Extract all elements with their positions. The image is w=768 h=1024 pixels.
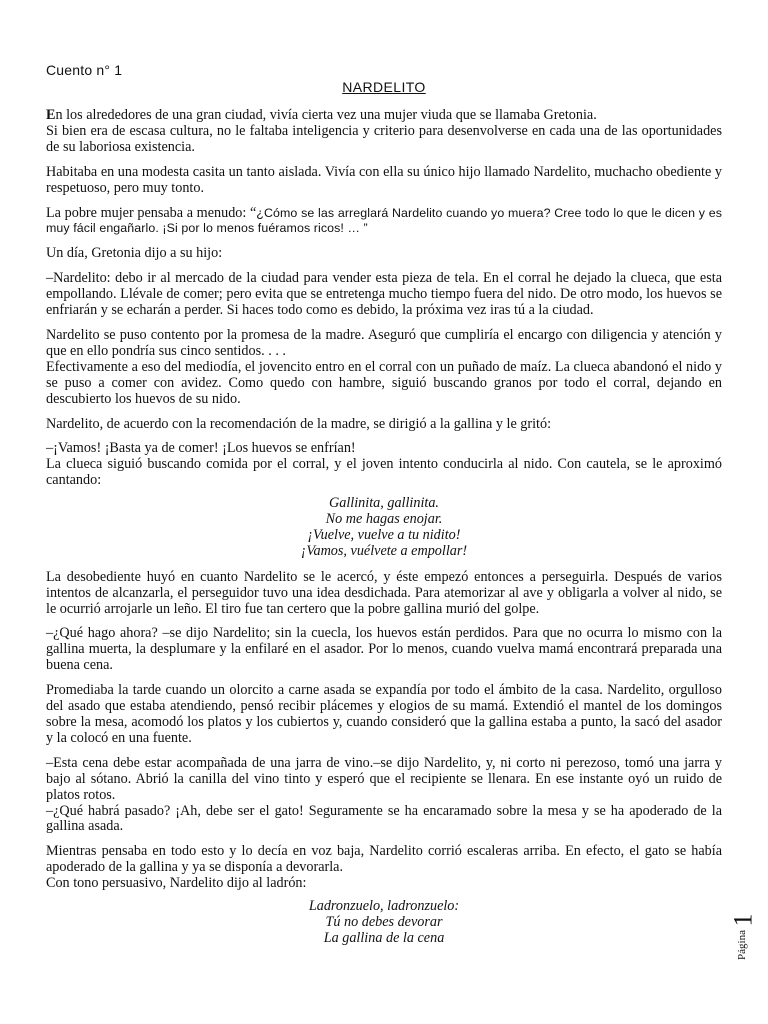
paragraph-4 — [46, 206, 722, 238]
verse-line: Tú no debes devorar — [325, 913, 443, 930]
paragraph-18: Con tono persuasivo, Nardelito dijo al ladrón: — [46, 875, 307, 892]
paragraph-12: La desobediente huyó en cuanto Nardelito se le acercó, y éste empezó entonces a perseguirla. Después de varios intentos de alcanzarla, el perseguidor tuvo una idea desdichada. Para atemorizar al ave y obligarla a volver al nido, se le ocurrió arrojarle un leño. El tiro fue tan certero que la pobre gallina murió del golpe. — [46, 568, 722, 617]
story-title: NARDELITO — [342, 79, 426, 95]
paragraph-15: –Esta cena debe estar acompañada de una jarra de vino.–se dijo Nardelito, y, ni corto ni perezoso, tomó una jarra y bajo al sótano. Abrió la canilla del vino tinto y esperó que el recipiente se llenara. En ese instante oyó un ruido de platos rotos. — [46, 754, 722, 803]
paragraph-14: Promediaba la tarde cuando un olorcito a carne asada se expandía por todo el ámbito de la casa. Nardelito, orgulloso del asado que estaba atendiendo, pensó recibir plácemes y elogios de su mamá. Extendió el mantel de los domingos sobre la mesa, acomodó los platos y los cubiertos y, cuando consideró que la gallina estaba a punto, la sacó del asador y la colocó en una fuente. — [46, 682, 722, 746]
verse-gallinita — [46, 496, 722, 560]
paragraph-1 — [46, 108, 722, 124]
verse-line: No me hagas enojar. — [325, 511, 443, 528]
verse-line: ¡Vamos, vuélvete a empollar! — [300, 542, 468, 559]
page-number: 1 — [728, 913, 758, 927]
paragraph-10: –¡Vamos! ¡Basta ya de comer! ¡Los huevos se enfrían! — [46, 440, 356, 457]
page-label: Página — [736, 930, 748, 960]
paragraph-3: Habitaba en una modesta casita un tanto aislada. Vivía con ella su único hijo llamado Nardelito, muchacho obediente y respetuoso, pero muy tonto. — [46, 163, 722, 196]
paragraph-6: –Nardelito: debo ir al mercado de la ciudad para vender esta pieza de tela. En el corral he dejado la clueca, que esta empollando. Llévale de comer; pero evita que se entretenga mucho tiempo fuera del nido. De otro modo, los huevos se enfriarán y se echarán a perder. Si haces todo como es debido, la próxima vez iras tú a la ciudad. — [46, 270, 722, 319]
paragraph-17: Mientras pensaba en todo esto y lo decía en voz baja, Nardelito corrió escaleras arriba. En efecto, el gato se había apoderado de la gallina y ya se disponía a devorarla. — [46, 843, 722, 876]
initial-letter: E — [46, 107, 56, 123]
paragraph-4-quote: ¿Cómo se las arreglará Nardelito cuando yo muera? Cree todo lo que le dicen y es muy fácil engañarlo. ¡Si por lo menos fuéramos ricos! … ” — [46, 205, 723, 236]
story-number-label: Cuento n° 1 — [46, 62, 123, 78]
verse-line: La gallina de la cena — [323, 929, 445, 946]
story-body — [46, 108, 722, 957]
paragraph-13: –¿Qué hago ahora? –se dijo Nardelito; sin la cuecla, los huevos están perdidos. Para que no ocurra lo mismo con la gallina muerta, la desplumare y la enfilaré en el asador. Por lo menos, cuando vuelva mamá encontrará preparada una buena cena. — [46, 625, 722, 674]
page-number-footer — [728, 905, 768, 975]
paragraph-2: Si bien era de escasa cultura, no le faltaba inteligencia y criterio para desenvolverse en cada una de las oportunidades de su laboriosa existencia. — [46, 122, 722, 155]
verse-ladronzuelo — [46, 899, 722, 947]
verse-line: Gallinita, gallinita. — [329, 495, 439, 512]
paragraph-9: Nardelito, de acuerdo con la recomendación de la madre, se dirigió a la gallina y le gritó: — [46, 415, 552, 432]
paragraph-7: Nardelito se puso contento por la promesa de la madre. Aseguró que cumpliría el encargo con diligencia y atención y que en ello pondría sus cinco sentidos. . . . — [46, 326, 722, 359]
paragraph-1-text: n los alrededores de una gran ciudad, vivía cierta vez una mujer viuda que se llamaba Gretonia. — [55, 107, 597, 123]
paragraph-5: Un día, Gretonia dijo a su hijo: — [46, 245, 223, 262]
verse-line: Ladronzuelo, ladronzuelo: — [308, 898, 460, 915]
verse-line: ¡Vuelve, vuelve a tu nidito! — [307, 526, 461, 543]
paragraph-11: La clueca siguió buscando comida por el corral, y el joven intento conducirla al nido. Con cautela, se le aproximó cantando: — [46, 456, 722, 489]
paragraph-16: –¿Qué habrá pasado? ¡Ah, debe ser el gato! Seguramente se ha encaramado sobre la mesa y se ha apoderado de la gallina asada. — [46, 802, 722, 835]
paragraph-8: Efectivamente a eso del mediodía, el jovencito entro en el corral con un puñado de maíz. La clueca abandonó el nido y se puso a comer con avidez. Como quedo con hambre, siguió buscando granos por todo el corral, dejando en descubierto los huevos de su nido. — [46, 358, 722, 407]
paragraph-4-intro: La pobre mujer pensaba a menudo: “ — [46, 204, 257, 221]
